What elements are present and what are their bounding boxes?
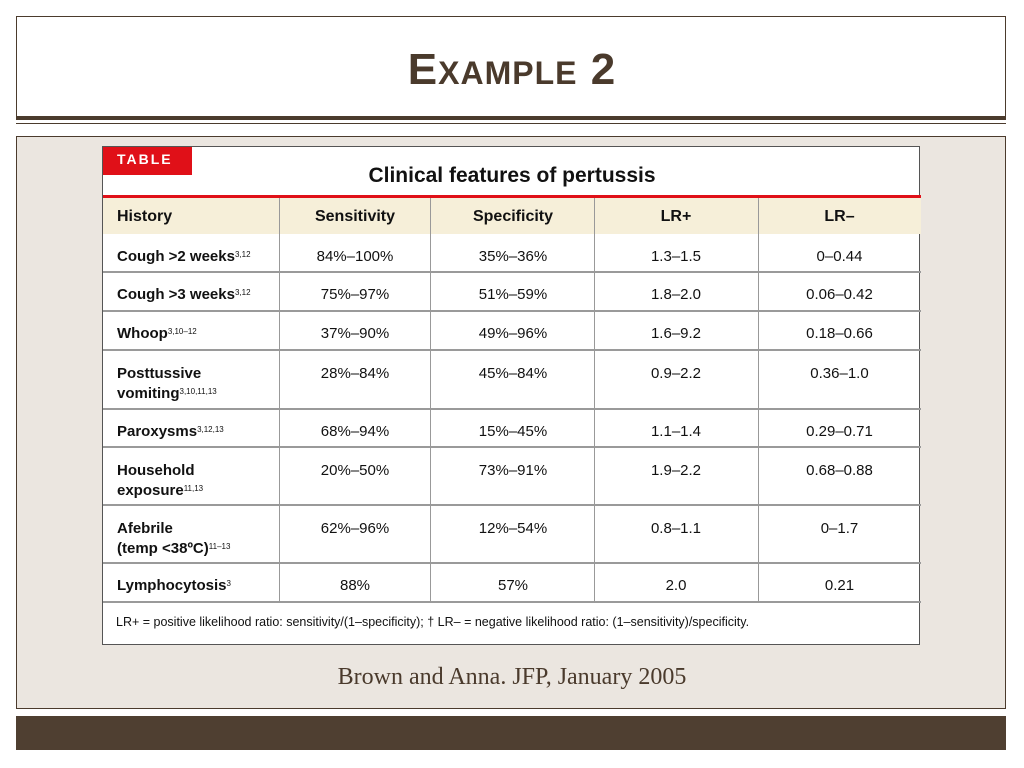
row-divider — [103, 504, 921, 506]
row-label-text: Whoop — [117, 325, 168, 342]
row-label-text: Lymphocytosis — [117, 577, 227, 594]
table-tag: TABLE — [103, 147, 192, 175]
cell-lr-neg: 0–0.44 — [816, 248, 863, 265]
title-divider-thin — [16, 123, 1006, 124]
cell-sensitivity: 84%–100% — [316, 248, 394, 265]
reference-superscript: 3,10–12 — [167, 327, 197, 336]
row-divider — [103, 601, 921, 603]
cell-lr-neg: 0.21 — [824, 577, 855, 594]
cell-sensitivity: 62%–96% — [320, 520, 390, 537]
source-caption: Brown and Anna. JFP, January 2005 — [337, 664, 687, 690]
row-label-text: Afebrile — [117, 520, 173, 537]
row-label — [117, 247, 251, 267]
row-divider — [103, 408, 921, 410]
bottom-bar — [16, 716, 1006, 750]
header-sensitivity: Sensitivity — [314, 208, 396, 225]
row-label-text: Cough >3 weeks — [117, 286, 235, 303]
slide-title — [0, 45, 1024, 95]
row-label-text: Cough >2 weeks — [117, 248, 235, 265]
row-label-text-line2: exposure — [117, 482, 184, 499]
reference-superscript: 3,12 — [234, 288, 251, 297]
header-specificity: Specificity — [472, 208, 554, 225]
cell-lr-pos: 2.0 — [665, 577, 687, 594]
cell-specificity: 35%–36% — [478, 248, 548, 265]
reference-superscript: 3,10,11,13 — [179, 387, 217, 396]
cell-lr-pos: 1.1–1.4 — [650, 423, 702, 440]
table-footnote: LR+ = positive likelihood ratio: sensitivity/(1–specificity); † LR– = negative likelihood ratio: (1–sensitivity)/specificity. — [116, 615, 750, 629]
row-divider — [103, 271, 921, 273]
cell-lr-neg: 0.68–0.88 — [806, 462, 873, 479]
cell-specificity: 15%–45% — [478, 423, 548, 440]
column-divider — [430, 198, 431, 602]
title-divider-thick — [16, 116, 1006, 120]
slide-title-number: 2 — [590, 45, 617, 94]
row-label — [117, 576, 231, 596]
row-divider — [103, 446, 921, 448]
cell-sensitivity: 75%–97% — [320, 286, 390, 303]
cell-sensitivity: 88% — [339, 577, 371, 594]
cell-specificity: 57% — [497, 577, 529, 594]
reference-superscript: 11,13 — [183, 484, 204, 493]
cell-specificity: 45%–84% — [478, 365, 548, 382]
row-label-text-line2: (temp <38ºC) — [117, 540, 209, 557]
cell-lr-neg: 0.18–0.66 — [806, 325, 873, 342]
cell-sensitivity: 28%–84% — [320, 365, 390, 382]
cell-lr-neg: 0.36–1.0 — [810, 365, 869, 382]
row-label — [117, 324, 197, 344]
cell-specificity: 51%–59% — [478, 286, 548, 303]
column-divider — [279, 198, 280, 602]
cell-sensitivity: 68%–94% — [320, 423, 390, 440]
reference-superscript: 11–13 — [208, 542, 231, 551]
header-lr-pos: LR+ — [660, 208, 692, 225]
column-divider — [594, 198, 595, 602]
cell-sensitivity: 20%–50% — [320, 462, 390, 479]
cell-lr-pos: 1.8–2.0 — [650, 286, 702, 303]
row-label — [117, 285, 251, 305]
row-label-text: Paroxysms — [117, 423, 198, 440]
slide-title-initial: E — [407, 45, 439, 94]
row-divider — [103, 310, 921, 312]
pertussis-table — [102, 146, 920, 645]
row-label — [117, 364, 217, 404]
row-label — [117, 461, 203, 501]
cell-lr-pos: 1.6–9.2 — [650, 325, 702, 342]
slide-title-rest: XAMPLE — [438, 55, 578, 91]
header-lr-neg: LR– — [824, 208, 855, 225]
cell-lr-neg: 0.06–0.42 — [806, 286, 873, 303]
row-label-text: Posttussive — [117, 365, 202, 382]
header-history: History — [117, 208, 173, 225]
cell-specificity: 12%–54% — [478, 520, 548, 537]
row-divider — [103, 562, 921, 564]
table-title: Clinical features of pertussis — [368, 164, 656, 187]
cell-lr-neg: 0–1.7 — [820, 520, 859, 537]
column-divider — [758, 198, 759, 602]
cell-lr-pos: 1.9–2.2 — [650, 462, 702, 479]
reference-superscript: 3 — [226, 579, 231, 588]
cell-specificity: 73%–91% — [478, 462, 548, 479]
cell-lr-neg: 0.29–0.71 — [806, 423, 873, 440]
reference-superscript: 3,12,13 — [197, 425, 224, 434]
row-label — [117, 519, 230, 559]
row-label-text: Household — [117, 462, 195, 479]
row-label — [117, 422, 224, 442]
row-divider — [103, 349, 921, 351]
reference-superscript: 3,12 — [234, 250, 251, 259]
cell-sensitivity: 37%–90% — [320, 325, 390, 342]
cell-lr-pos: 1.3–1.5 — [650, 248, 702, 265]
cell-specificity: 49%–96% — [478, 325, 548, 342]
cell-lr-pos: 0.9–2.2 — [650, 365, 702, 382]
cell-lr-pos: 0.8–1.1 — [650, 520, 702, 537]
row-label-text-line2: vomiting — [117, 385, 180, 402]
